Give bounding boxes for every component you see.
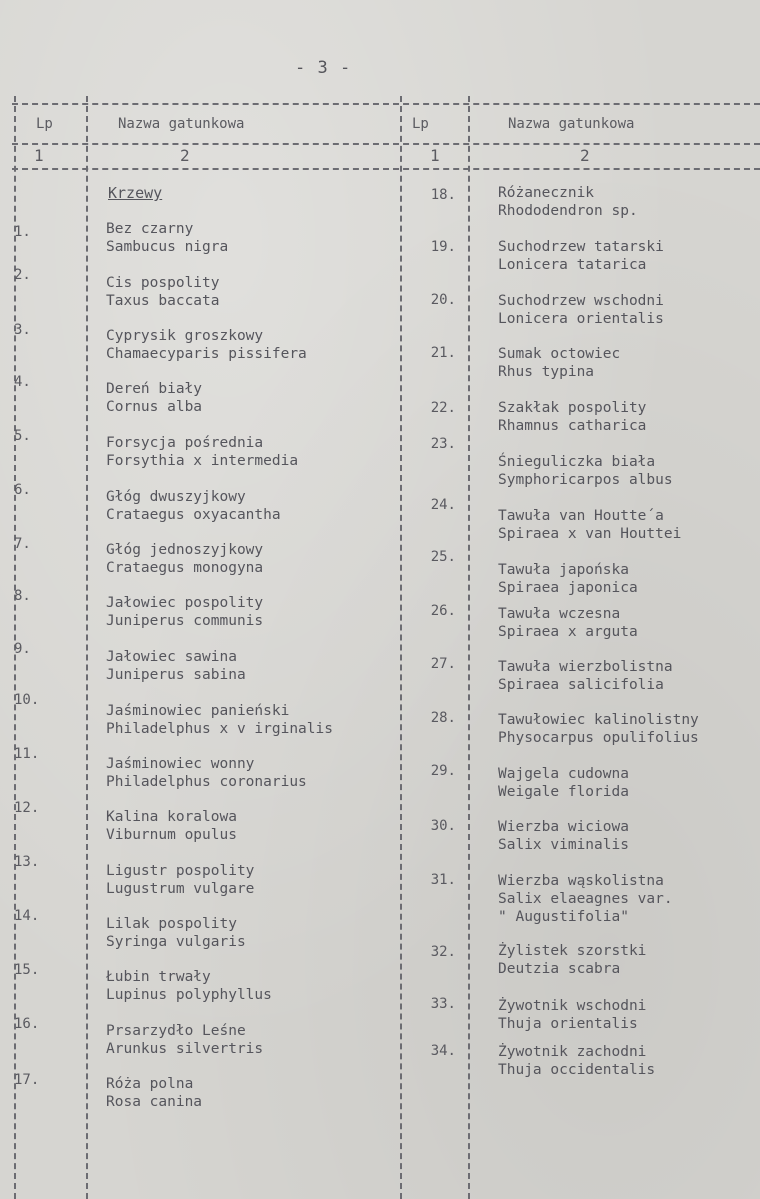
latin-name: Lugustrum vulgare bbox=[106, 881, 255, 897]
polish-name: Lilak pospolity bbox=[106, 916, 237, 932]
polish-name: Szakłak pospolity bbox=[498, 400, 647, 416]
entry-number: 27. bbox=[430, 656, 456, 672]
latin-name: Philadelphus x v irginalis bbox=[106, 721, 333, 737]
species-entry bbox=[498, 292, 664, 328]
latin-name: Philadelphus coronarius bbox=[106, 774, 307, 790]
entry-number: 18. bbox=[430, 187, 456, 203]
column-number-rule bbox=[12, 168, 760, 170]
polish-name: Sumak octowiec bbox=[498, 346, 621, 362]
latin-name: Lupinus polyphyllus bbox=[106, 987, 272, 1003]
latin-name: Thuja occidentalis bbox=[498, 1062, 656, 1078]
polish-name: Łubin trwały bbox=[106, 969, 211, 985]
latin-name: " Augustifolia" bbox=[498, 909, 629, 925]
species-entry bbox=[106, 488, 281, 524]
species-entry bbox=[106, 755, 307, 791]
col-number-2-right: 2 bbox=[580, 146, 590, 165]
polish-name: Żylistek szorstki bbox=[498, 943, 647, 959]
latin-name: Rhus typina bbox=[498, 364, 595, 380]
species-entry bbox=[498, 561, 638, 597]
entry-number: 8. bbox=[14, 588, 31, 604]
page-number: - 3 - bbox=[295, 58, 352, 78]
species-entry bbox=[498, 765, 629, 801]
header-name-right: Nazwa gatunkowa bbox=[508, 116, 635, 132]
entry-number: 30. bbox=[430, 818, 456, 834]
entry-number: 14. bbox=[14, 908, 40, 924]
species-entry bbox=[106, 541, 263, 577]
polish-name: Suchodrzew tatarski bbox=[498, 239, 664, 255]
latin-name: Deutzia scabra bbox=[498, 961, 621, 977]
polish-name: Jaśminowiec panieński bbox=[106, 703, 290, 719]
species-entry bbox=[106, 594, 263, 630]
entry-number: 20. bbox=[430, 292, 456, 308]
latin-name: Juniperus communis bbox=[106, 613, 264, 629]
polish-name: Bez czarny bbox=[106, 221, 194, 237]
polish-name: Róża polna bbox=[106, 1076, 194, 1092]
middle-column-divider bbox=[400, 96, 402, 1199]
entry-number: 7. bbox=[14, 536, 31, 552]
header-divider-rule bbox=[12, 143, 760, 145]
latin-name: Lonicera tatarica bbox=[498, 257, 647, 273]
polish-name: Wierzba wiciowa bbox=[498, 819, 629, 835]
species-entry bbox=[106, 915, 246, 951]
species-entry bbox=[106, 220, 228, 256]
latin-name: Crataegus monogyna bbox=[106, 560, 264, 576]
latin-name: Taxus baccata bbox=[106, 293, 220, 309]
polish-name: Tawuła van Houtte´a bbox=[498, 508, 664, 524]
polish-name: Cyprysik groszkowy bbox=[106, 328, 264, 344]
species-entry bbox=[498, 345, 620, 381]
latin-name: Spiraea x van Houttei bbox=[498, 526, 682, 542]
entry-number: 6. bbox=[14, 482, 31, 498]
species-entry bbox=[106, 648, 246, 684]
entry-number: 31. bbox=[430, 872, 456, 888]
entry-number: 9. bbox=[14, 641, 31, 657]
species-entry bbox=[498, 658, 673, 694]
species-entry bbox=[498, 942, 646, 978]
latin-name: Rosa canina bbox=[106, 1094, 203, 1110]
latin-name: Salix viminalis bbox=[498, 837, 629, 853]
latin-name: Spiraea x arguta bbox=[498, 624, 638, 640]
entry-number: 22. bbox=[430, 400, 456, 416]
polish-name: Głóg jednoszyjkowy bbox=[106, 542, 264, 558]
species-entry bbox=[498, 1043, 655, 1079]
entry-number: 16. bbox=[14, 1016, 40, 1032]
entry-number: 11. bbox=[14, 746, 40, 762]
species-entry bbox=[106, 327, 307, 363]
polish-name: Żywotnik wschodni bbox=[498, 998, 647, 1014]
species-entry bbox=[498, 997, 646, 1033]
entry-number: 34. bbox=[430, 1043, 456, 1059]
entry-number: 28. bbox=[430, 710, 456, 726]
polish-name: Jałowiec sawina bbox=[106, 649, 237, 665]
entry-number: 19. bbox=[430, 239, 456, 255]
polish-name: Żywotnik zachodni bbox=[498, 1044, 647, 1060]
species-entry bbox=[498, 711, 699, 747]
entry-number: 21. bbox=[430, 345, 456, 361]
col-number-1-left: 1 bbox=[34, 146, 44, 165]
latin-name: Viburnum opulus bbox=[106, 827, 237, 843]
latin-name: Crataegus oxyacantha bbox=[106, 507, 281, 523]
species-entry bbox=[498, 399, 646, 435]
entry-number: 17. bbox=[14, 1072, 40, 1088]
species-entry bbox=[106, 1075, 202, 1111]
table-top-rule bbox=[12, 103, 760, 105]
entry-number: 26. bbox=[430, 603, 456, 619]
species-entry bbox=[106, 380, 202, 416]
latin-name: Lonicera orientalis bbox=[498, 311, 664, 327]
latin-name: Rhododendron sp. bbox=[498, 203, 638, 219]
latin-name: Rhamnus catharica bbox=[498, 418, 647, 434]
entry-number: 32. bbox=[430, 944, 456, 960]
species-entry bbox=[106, 968, 272, 1004]
polish-name: Dereń biały bbox=[106, 381, 203, 397]
species-entry bbox=[106, 274, 220, 310]
entry-number: 25. bbox=[430, 549, 456, 565]
entry-number: 2. bbox=[14, 267, 31, 283]
entry-number: 24. bbox=[430, 497, 456, 513]
col-number-1-right: 1 bbox=[430, 146, 440, 165]
header-lp-right: Lp bbox=[412, 116, 429, 132]
species-entry bbox=[498, 184, 638, 220]
col-number-2-left: 2 bbox=[180, 146, 190, 165]
species-entry bbox=[498, 872, 673, 926]
polish-name: Tawułowiec kalinolistny bbox=[498, 712, 699, 728]
latin-name: Forsythia x intermedia bbox=[106, 453, 299, 469]
latin-name: Syringa vulgaris bbox=[106, 934, 246, 950]
polish-name: Jałowiec pospolity bbox=[106, 595, 264, 611]
polish-name: Kalina koralowa bbox=[106, 809, 237, 825]
entry-number: 15. bbox=[14, 962, 40, 978]
species-entry bbox=[106, 862, 254, 898]
polish-name: Tawuła wierzbolistna bbox=[498, 659, 673, 675]
lp-column-divider-left bbox=[86, 96, 88, 1199]
entry-number: 1. bbox=[14, 224, 31, 240]
latin-name: Salix elaeagnes var. bbox=[498, 891, 673, 907]
species-entry bbox=[498, 453, 673, 489]
polish-name: Jaśminowiec wonny bbox=[106, 756, 255, 772]
species-entry bbox=[498, 238, 664, 274]
species-entry bbox=[106, 1022, 263, 1058]
latin-name: Chamaecyparis pissifera bbox=[106, 346, 307, 362]
polish-name: Forsycja pośrednia bbox=[106, 435, 264, 451]
header-name-left: Nazwa gatunkowa bbox=[118, 116, 245, 132]
entry-number: 5. bbox=[14, 428, 31, 444]
latin-name: Spiraea japonica bbox=[498, 580, 638, 596]
polish-name: Wajgela cudowna bbox=[498, 766, 629, 782]
polish-name: Tawuła japońska bbox=[498, 562, 629, 578]
entry-number: 10. bbox=[14, 692, 40, 708]
entry-number: 12. bbox=[14, 800, 40, 816]
section-title: Krzewy bbox=[108, 184, 163, 202]
entry-number: 13. bbox=[14, 854, 40, 870]
header-lp-left: Lp bbox=[36, 116, 53, 132]
polish-name: Różanecznik bbox=[498, 185, 595, 201]
species-entry bbox=[498, 605, 638, 641]
species-entry bbox=[498, 818, 629, 854]
species-entry bbox=[106, 808, 237, 844]
entry-number: 33. bbox=[430, 996, 456, 1012]
latin-name: Thuja orientalis bbox=[498, 1016, 638, 1032]
polish-name: Cis pospolity bbox=[106, 275, 220, 291]
species-entry bbox=[106, 702, 333, 738]
polish-name: Prsarzydło Leśne bbox=[106, 1023, 246, 1039]
latin-name: Arunkus silvertris bbox=[106, 1041, 264, 1057]
species-entry bbox=[498, 507, 681, 543]
species-entry bbox=[106, 434, 298, 470]
polish-name: Głóg dwuszyjkowy bbox=[106, 489, 246, 505]
latin-name: Spiraea salicifolia bbox=[498, 677, 664, 693]
lp-column-divider-right bbox=[468, 96, 470, 1199]
entry-number: 29. bbox=[430, 763, 456, 779]
polish-name: Ligustr pospolity bbox=[106, 863, 255, 879]
latin-name: Physocarpus opulifolius bbox=[498, 730, 699, 746]
polish-name: Suchodrzew wschodni bbox=[498, 293, 664, 309]
entry-number: 3. bbox=[14, 322, 31, 338]
latin-name: Juniperus sabina bbox=[106, 667, 246, 683]
latin-name: Cornus alba bbox=[106, 399, 203, 415]
polish-name: Wierzba wąskolistna bbox=[498, 873, 664, 889]
entry-number: 23. bbox=[430, 436, 456, 452]
latin-name: Symphoricarpos albus bbox=[498, 472, 673, 488]
polish-name: Tawuła wczesna bbox=[498, 606, 621, 622]
latin-name: Weigale florida bbox=[498, 784, 629, 800]
entry-number: 4. bbox=[14, 374, 31, 390]
latin-name: Sambucus nigra bbox=[106, 239, 229, 255]
polish-name: Śnieguliczka biała bbox=[498, 454, 656, 470]
